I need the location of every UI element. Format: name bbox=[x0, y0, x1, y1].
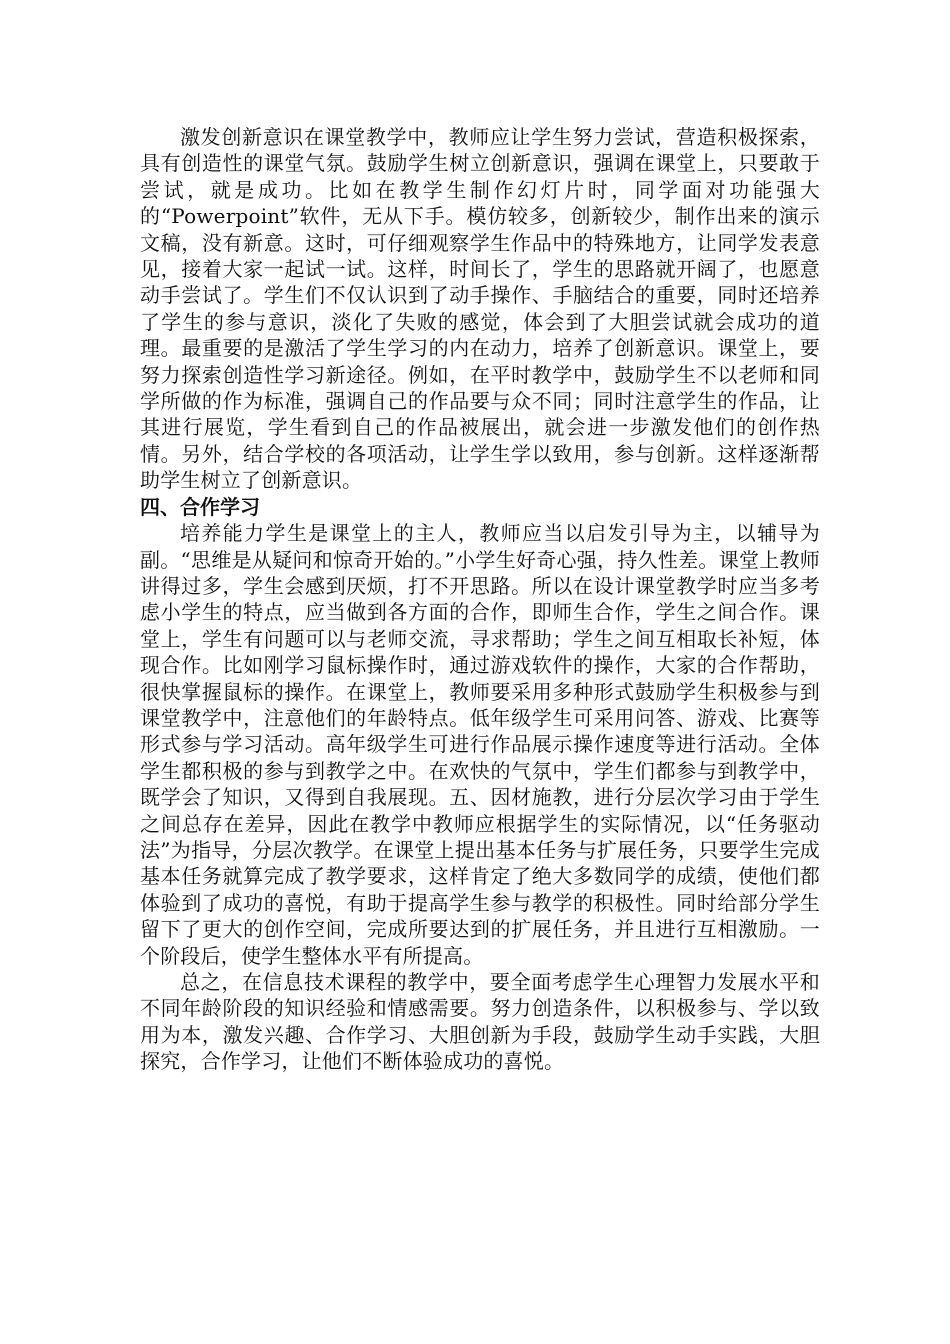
section-heading-cooperative-learning: 四、合作学习 bbox=[140, 494, 260, 519]
document-body bbox=[140, 124, 820, 1075]
paragraph-innovation: 激发创新意识在课堂教学中，教师应让学生努力尝试，营造积极探索，具有创造性的课堂气氛。鼓励学生树立创新意识，强调在课堂上，只要敢于尝试，就是成功。比如在教学生制作幻灯片时，同学面对功能强大的“Powerpoint”软件，无从下手。模仿较多，创新较少，制作出来的演示文稿，没有新意。这时，可仔细观察学生作品中的特殊地方，让同学发表意见，接着大家一起试一试。这样，时间长了，学生的思路就开阔了，也愿意动手尝试了。学生们不仅认识到了动手操作、手脑结合的重要，同时还培养了学生的参与意识，淡化了失败的感觉，体会到了大胆尝试就会成功的道理。最重要的是激活了学生学习的内在动力，培养了创新意识。课堂上，要努力探索创造性学习新途径。例如，在平时教学中，鼓励学生不以老师和同学所做的作为标准，强调自己的作品要与众不同；同时注意学生的作品，让其进行展览，学生看到自己的作品被展出，就会进一步激发他们的创作热情。另外，结合学校的各项活动，让学生学以致用，参与创新。这样逐渐帮助学生树立了创新意识。 bbox=[140, 125, 820, 493]
paragraph-conclusion: 总之，在信息技术课程的教学中，要全面考虑学生心理智力发展水平和不同年龄阶段的知识经验和情感需要。努力创造条件，以积极参与、学以致用为本，激发兴趣、合作学习、大胆创新为手段，鼓励学生动手实践，大胆探究，合作学习，让他们不断体验成功的喜悦。 bbox=[140, 970, 820, 1074]
paragraph-cooperation: 培养能力学生是课堂上的主人，教师应当以启发引导为主，以辅导为副。“思维是从疑问和惊奇开始的。”小学生好奇心强，持久性差。课堂上教师讲得过多，学生会感到厌烦，打不开思路。所以在设计课堂教学时应当多考虑小学生的特点，应当做到各方面的合作，即师生合作，学生之间合作。课堂上，学生有问题可以与老师交流，寻求帮助；学生之间互相取长补短，体现合作。比如刚学习鼠标操作时，通过游戏软件的操作，大家的合作帮助，很快掌握鼠标的操作。在课堂上，教师要采用多种形式鼓励学生积极参与到课堂教学中，注意他们的年龄特点。低年级学生可采用问答、游戏、比赛等形式参与学习活动。高年级学生可进行作品展示操作速度等进行活动。全体学生都积极的参与到教学之中。在欢快的气氛中，学生们都参与到教学中，既学会了知识，又得到自我展现。五、因材施教，进行分层次学习由于学生之间总存在差异，因此在教学中教师应根据学生的实际情况，以“任务驱动法”为指导，分层次教学。在课堂上提出基本任务与扩展任务，只要学生完成基本任务就算完成了教学要求，这样肯定了绝大多数同学的成绩，使他们都体验到了成功的喜悦，有助于提高学生参与教学的积极性。同时给部分学生留下了更大的创作空间，完成所要达到的扩展任务，并且进行互相激励。一个阶段后，使学生整体水平有所提高。 bbox=[140, 521, 820, 968]
